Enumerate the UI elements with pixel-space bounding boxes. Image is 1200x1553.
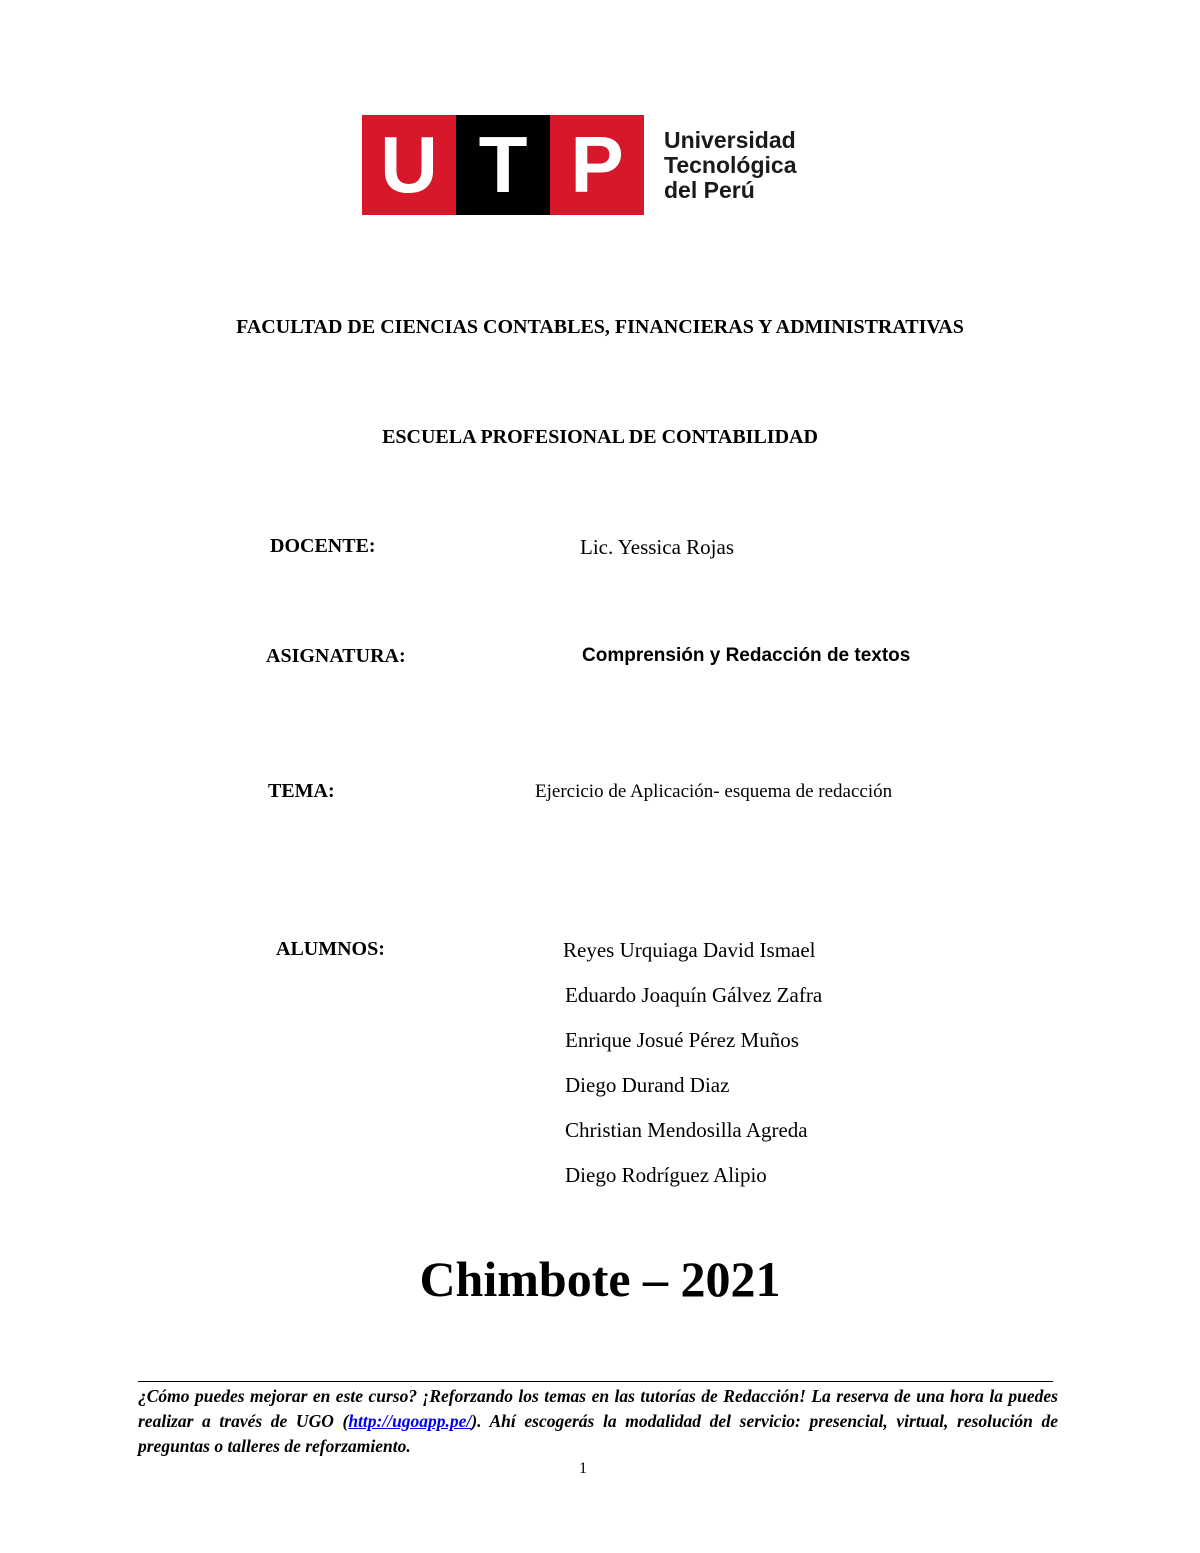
- footnote: [138, 1384, 1058, 1459]
- logo-name-line-1: Universidad: [664, 126, 796, 153]
- city-year: Chimbote – 2021: [419, 1251, 781, 1307]
- school-heading: ESCUELA PROFESIONAL DE CONTABILIDAD: [382, 426, 818, 448]
- logo-letter-p: P: [550, 115, 644, 215]
- alumnos-label: ALUMNOS:: [276, 938, 385, 960]
- student-name: Reyes Urquiaga David Ismael: [563, 938, 816, 962]
- utp-logo: [362, 115, 797, 215]
- tema-value: Ejercicio de Aplicación- esquema de redacción: [535, 781, 893, 802]
- student-name: Eduardo Joaquín Gálvez Zafra: [565, 983, 823, 1007]
- student-name: Diego Rodríguez Alipio: [565, 1163, 767, 1187]
- logo-letter-t: T: [456, 115, 550, 215]
- logo-name-line-3: del Perú: [664, 176, 755, 203]
- logo-letter-u: U: [362, 115, 456, 215]
- docente-value: Lic. Yessica Rojas: [580, 535, 734, 559]
- logo-name-line-2: Tecnológica: [664, 151, 797, 178]
- student-name: Christian Mendosilla Agreda: [565, 1118, 808, 1142]
- student-name: Diego Durand Diaz: [565, 1073, 730, 1097]
- footnote-text-end: ). Ahí escogerás la modalidad del servicio: presencial, virtual, resolución de preguntas o talleres de reforzamiento.: [138, 1411, 1059, 1456]
- student-name: Enrique Josué Pérez Muños: [565, 1028, 799, 1052]
- asignatura-label: ASIGNATURA:: [266, 645, 406, 667]
- ugo-link[interactable]: http://ugoapp.pe/: [348, 1411, 472, 1431]
- student-list: [565, 935, 822, 1205]
- tema-label: TEMA:: [268, 780, 335, 802]
- docente-label: DOCENTE:: [270, 535, 376, 557]
- page-number: 1: [579, 1460, 587, 1477]
- faculty-heading: FACULTAD DE CIENCIAS CONTABLES, FINANCIERAS Y ADMINISTRATIVAS: [236, 316, 964, 338]
- logo-university-name: [664, 115, 797, 215]
- footnote-separator: [138, 1381, 1053, 1382]
- asignatura-value: Comprensión y Redacción de textos: [582, 645, 911, 666]
- footnote-text-start: ¿Cómo puedes mejorar en este curso? ¡Reforzando los temas en las tutorías de Redacción! La reserva de una hora la puedes realizar a través de UGO (: [138, 1386, 1058, 1431]
